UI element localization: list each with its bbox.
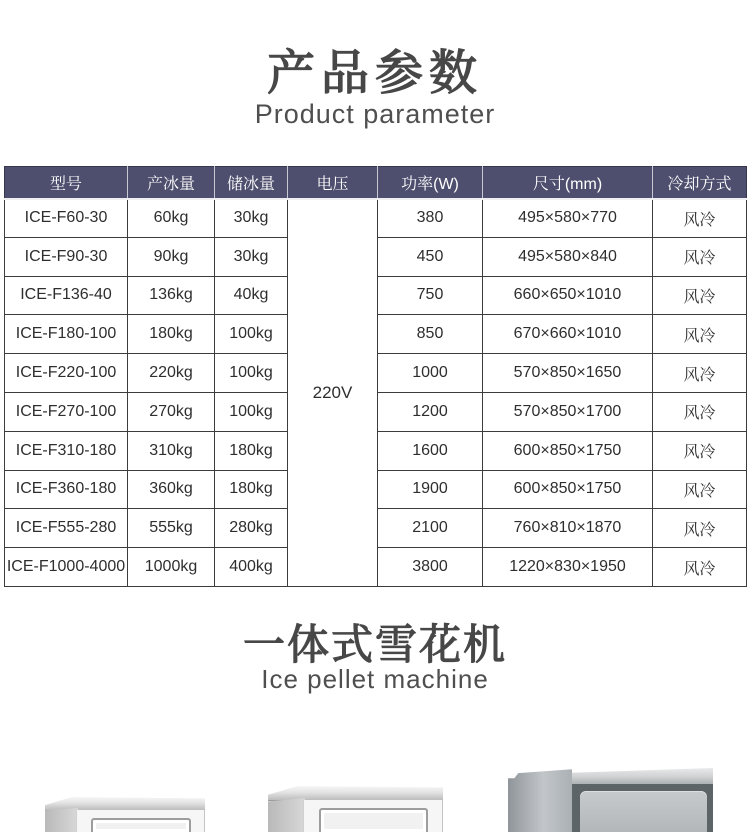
cooling-cell: 风冷 — [653, 392, 747, 431]
cooling-cell: 风冷 — [653, 509, 747, 548]
power-cell: 1200 — [378, 392, 483, 431]
power-cell: 1900 — [378, 470, 483, 509]
machine-top-surface — [572, 768, 713, 785]
dimensions-cell: 570×850×1700 — [483, 392, 653, 431]
ice-production-cell: 1000kg — [128, 548, 215, 587]
dimensions-cell: 670×660×1010 — [483, 315, 653, 354]
column-header-dimensions: 尺寸(mm) — [483, 167, 653, 199]
ice-production-cell: 270kg — [128, 392, 215, 431]
table-row — [5, 199, 747, 238]
model-cell: ICE-F555-280 — [5, 509, 128, 548]
ice-storage-cell: 180kg — [215, 431, 288, 470]
model-cell: ICE-F270-100 — [5, 392, 128, 431]
ice-storage-cell: 30kg — [215, 199, 288, 238]
ice-storage-cell: 400kg — [215, 548, 288, 587]
dimensions-cell: 495×580×840 — [483, 237, 653, 276]
model-cell: ICE-F90-30 — [5, 237, 128, 276]
cooling-cell: 风冷 — [653, 548, 747, 587]
machine-side-panel — [508, 768, 572, 832]
ice-storage-cell: 40kg — [215, 276, 288, 315]
power-cell: 3800 — [378, 548, 483, 587]
cooling-cell: 风冷 — [653, 276, 747, 315]
table-header-row — [5, 167, 747, 199]
table-body — [5, 199, 747, 587]
table-header — [5, 167, 747, 199]
cooling-cell: 风冷 — [653, 431, 747, 470]
cooling-cell: 风冷 — [653, 237, 747, 276]
power-cell: 850 — [378, 315, 483, 354]
ice-storage-cell: 180kg — [215, 470, 288, 509]
section2-title-cn: 一体式雪花机 — [242, 623, 507, 669]
dimensions-cell: 600×850×1750 — [483, 470, 653, 509]
ice-production-cell: 555kg — [128, 509, 215, 548]
section2-title-en: Ice pellet machine — [261, 664, 489, 694]
dimensions-cell: 1220×830×1950 — [483, 548, 653, 587]
cooling-cell: 风冷 — [653, 199, 747, 238]
power-cell: 1600 — [378, 431, 483, 470]
model-cell: ICE-F1000-4000 — [5, 548, 128, 587]
ice-storage-cell: 280kg — [215, 509, 288, 548]
ice-production-cell: 310kg — [128, 431, 215, 470]
ice-machine-large-image — [508, 768, 713, 832]
column-header-voltage: 电压 — [288, 167, 378, 199]
power-cell: 1000 — [378, 354, 483, 393]
cooling-cell: 风冷 — [653, 315, 747, 354]
dimensions-cell: 660×650×1010 — [483, 276, 653, 315]
product-parameter-table — [4, 166, 747, 587]
model-cell: ICE-F360-180 — [5, 470, 128, 509]
ice-storage-cell: 30kg — [215, 237, 288, 276]
machine-side-panel — [45, 808, 78, 832]
model-cell: ICE-F220-100 — [5, 354, 128, 393]
ice-production-cell: 60kg — [128, 199, 215, 238]
cooling-cell: 风冷 — [653, 470, 747, 509]
ice-production-cell: 90kg — [128, 237, 215, 276]
ice-production-cell: 360kg — [128, 470, 215, 509]
column-header-model: 型号 — [5, 167, 128, 199]
model-cell: ICE-F180-100 — [5, 315, 128, 354]
power-cell: 750 — [378, 276, 483, 315]
column-header-storage: 储冰量 — [215, 167, 288, 199]
ice-storage-cell: 100kg — [215, 354, 288, 393]
section1-title-en: Product parameter — [254, 99, 496, 129]
model-cell: ICE-F60-30 — [5, 199, 128, 238]
column-header-power: 功率(W) — [378, 167, 483, 199]
machine-top-surface — [268, 786, 443, 801]
machine-door — [580, 791, 707, 832]
dimensions-cell: 495×580×770 — [483, 199, 653, 238]
ice-machine-medium-image — [268, 786, 443, 832]
dimensions-cell: 760×810×1870 — [483, 509, 653, 548]
machine-door — [91, 818, 191, 832]
cooling-cell: 风冷 — [653, 354, 747, 393]
power-cell: 450 — [378, 237, 483, 276]
voltage-cell: 220V — [288, 199, 378, 587]
model-cell: ICE-F136-40 — [5, 276, 128, 315]
ice-production-cell: 220kg — [128, 354, 215, 393]
machine-side-panel — [268, 798, 305, 832]
ice-production-cell: 180kg — [128, 315, 215, 354]
power-cell: 2100 — [378, 509, 483, 548]
ice-production-cell: 136kg — [128, 276, 215, 315]
ice-storage-cell: 100kg — [215, 392, 288, 431]
dimensions-cell: 570×850×1650 — [483, 354, 653, 393]
section1-title-cn: 产品参数 — [266, 47, 483, 100]
power-cell: 380 — [378, 199, 483, 238]
ice-storage-cell: 100kg — [215, 315, 288, 354]
dimensions-cell: 600×850×1750 — [483, 431, 653, 470]
ice-machine-small-image — [45, 797, 205, 832]
column-header-production: 产冰量 — [128, 167, 215, 199]
machine-door — [319, 808, 428, 832]
column-header-cooling: 冷却方式 — [653, 167, 747, 199]
model-cell: ICE-F310-180 — [5, 431, 128, 470]
